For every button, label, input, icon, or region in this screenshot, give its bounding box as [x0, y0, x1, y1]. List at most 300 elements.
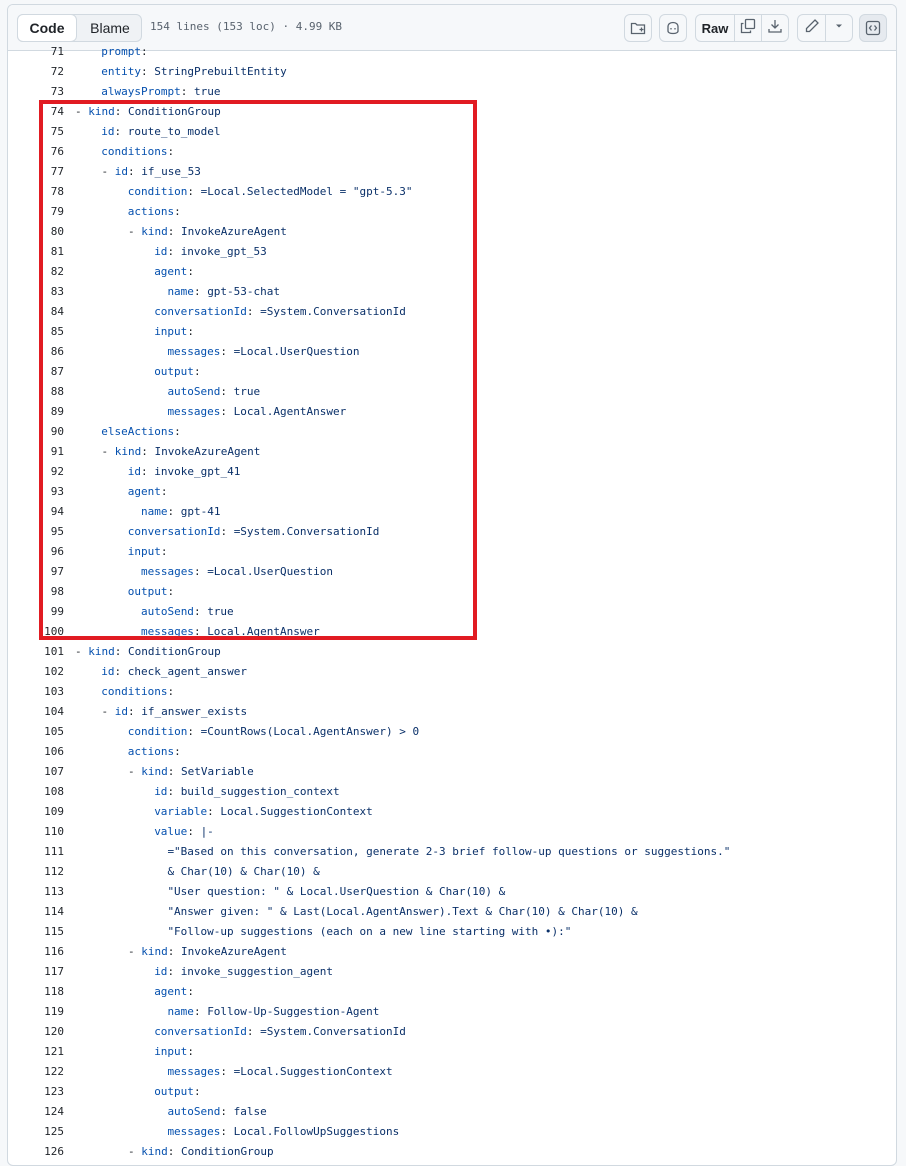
- line-number[interactable]: 94: [50, 505, 64, 518]
- yaml-separator: :: [187, 265, 194, 278]
- code-text: [128, 582, 174, 602]
- code-line: [8, 102, 896, 122]
- code-text: [154, 262, 194, 282]
- yaml-separator: :: [193, 285, 208, 298]
- code-line: [8, 622, 896, 642]
- yaml-separator: :: [114, 645, 128, 658]
- code-line: [8, 402, 896, 422]
- yaml-separator: :: [193, 365, 201, 378]
- yaml-separator: :: [114, 125, 128, 138]
- code-line: [8, 82, 896, 102]
- code-line: [8, 422, 896, 442]
- line-number[interactable]: 91: [50, 445, 64, 458]
- yaml-key: agent: [127, 485, 161, 498]
- line-number[interactable]: 93: [50, 485, 64, 498]
- yaml-key: conditions: [101, 145, 168, 158]
- yaml-separator: :: [140, 45, 148, 58]
- code-line: [8, 542, 896, 562]
- code-line: [8, 662, 896, 682]
- line-number[interactable]: 82: [50, 265, 64, 278]
- yaml-key: id: [127, 465, 141, 478]
- yaml-key: id: [154, 245, 168, 258]
- yaml-separator: :: [193, 605, 208, 618]
- yaml-separator: :: [187, 1045, 194, 1058]
- yaml-key: conversationId: [127, 525, 221, 538]
- code-text: [101, 662, 247, 682]
- yaml-separator: :: [114, 105, 128, 118]
- line-number[interactable]: 99: [50, 605, 64, 618]
- yaml-key: elseActions: [101, 425, 175, 438]
- line-number[interactable]: 102: [44, 665, 64, 678]
- code-text: [101, 42, 147, 62]
- yaml-value: =Local.SelectedModel = "gpt-5.3": [200, 185, 413, 198]
- code-line: [8, 962, 896, 982]
- code-line: [8, 582, 896, 602]
- yaml-separator: :: [160, 485, 168, 498]
- yaml-key: kind: [141, 1145, 168, 1158]
- yaml-value: Follow-Up-Suggestion-Agent: [207, 1005, 380, 1018]
- code-text: [154, 822, 214, 842]
- line-number[interactable]: 83: [50, 285, 64, 298]
- code-line: [8, 282, 896, 302]
- code-text: [167, 842, 730, 862]
- yaml-value: build_suggestion_context: [180, 785, 340, 798]
- line-number[interactable]: 73: [50, 85, 64, 98]
- line-number[interactable]: 119: [44, 1005, 64, 1018]
- line-number[interactable]: 122: [44, 1065, 64, 1078]
- code-line: [8, 122, 896, 142]
- yaml-value: invoke_gpt_41: [154, 465, 241, 478]
- code-text: [75, 642, 221, 662]
- yaml-value: if_use_53: [141, 165, 201, 178]
- tab-code[interactable]: Code: [17, 14, 77, 42]
- yaml-separator: :: [167, 505, 181, 518]
- line-number[interactable]: 80: [50, 225, 64, 238]
- yaml-key: conversationId: [154, 305, 247, 318]
- line-number[interactable]: 81: [50, 245, 64, 258]
- copilot-button[interactable]: [659, 14, 687, 42]
- yaml-value: InvokeAzureAgent: [154, 445, 261, 458]
- code-text: [101, 122, 220, 142]
- code-text: [101, 442, 260, 462]
- raw-label: Raw: [701, 20, 729, 36]
- code-line: [8, 602, 896, 622]
- code-line: [8, 882, 896, 902]
- code-line: [8, 482, 896, 502]
- code-line: [8, 322, 896, 342]
- yaml-value: Local.AgentAnswer: [207, 625, 320, 638]
- code-line: [8, 782, 896, 802]
- code-line: [8, 682, 896, 702]
- line-number[interactable]: 105: [44, 725, 64, 738]
- yaml-value: "User question: " & Local.UserQuestion & Char(10) &: [167, 885, 506, 898]
- line-number[interactable]: 92: [50, 465, 64, 478]
- yaml-key: autoSend: [167, 385, 221, 398]
- code-line: [8, 842, 896, 862]
- yaml-key: kind: [114, 445, 142, 458]
- code-text: [128, 1142, 274, 1162]
- yaml-separator: :: [193, 1085, 201, 1098]
- yaml-value: SetVariable: [180, 765, 254, 778]
- yaml-value: gpt-53-chat: [207, 285, 281, 298]
- yaml-key: messages: [167, 1125, 221, 1138]
- copy-icon: [740, 18, 756, 39]
- yaml-value: =CountRows(Local.AgentAnswer) > 0: [200, 725, 420, 738]
- code-line: [8, 742, 896, 762]
- yaml-key: id: [101, 665, 115, 678]
- code-line: [8, 1022, 896, 1042]
- yaml-key: condition: [127, 725, 188, 738]
- code-line: [8, 382, 896, 402]
- add-file-button[interactable]: [624, 14, 652, 42]
- line-number[interactable]: 79: [50, 205, 64, 218]
- line-number[interactable]: 84: [50, 305, 64, 318]
- symbols-panel-button[interactable]: [859, 14, 887, 42]
- line-number[interactable]: 98: [50, 585, 64, 598]
- yaml-value: InvokeAzureAgent: [180, 225, 287, 238]
- code-line: [8, 1142, 896, 1162]
- yaml-separator: :: [246, 305, 261, 318]
- code-line: [8, 1042, 896, 1062]
- yaml-key: value: [154, 825, 188, 838]
- line-number[interactable]: 86: [50, 345, 64, 358]
- code-line: [8, 722, 896, 742]
- list-dash: -: [75, 105, 89, 118]
- code-line: [8, 442, 896, 462]
- yaml-value: Local.AgentAnswer: [233, 405, 347, 418]
- line-number[interactable]: 76: [50, 145, 64, 158]
- yaml-separator: :: [174, 745, 181, 758]
- copy-raw-button[interactable]: [735, 15, 761, 41]
- line-number[interactable]: 120: [44, 1025, 64, 1038]
- code-text: [128, 222, 287, 242]
- yaml-separator: :: [167, 245, 181, 258]
- code-line: [8, 642, 896, 662]
- yaml-value: route_to_model: [127, 125, 221, 138]
- code-text: [128, 722, 419, 742]
- yaml-key: name: [167, 1005, 194, 1018]
- code-line: [8, 982, 896, 1002]
- yaml-separator: :: [180, 85, 194, 98]
- code-text: [101, 702, 247, 722]
- yaml-separator: :: [127, 165, 142, 178]
- code-line: [8, 1082, 896, 1102]
- pencil-icon: [804, 18, 820, 39]
- line-number[interactable]: 89: [50, 405, 64, 418]
- yaml-value: =System.ConversationId: [260, 305, 406, 318]
- yaml-key: actions: [127, 745, 175, 758]
- yaml-separator: :: [220, 385, 234, 398]
- code-text: [141, 562, 333, 582]
- yaml-key: output: [127, 585, 168, 598]
- yaml-value: true: [233, 385, 261, 398]
- code-text: [141, 502, 221, 522]
- line-number[interactable]: 100: [44, 625, 64, 638]
- line-number[interactable]: 126: [44, 1145, 64, 1158]
- code-line: [8, 702, 896, 722]
- line-number[interactable]: 87: [50, 365, 64, 378]
- code-line: [8, 302, 896, 322]
- code-line: [8, 162, 896, 182]
- line-number[interactable]: 109: [44, 805, 64, 818]
- line-number[interactable]: 110: [44, 825, 64, 838]
- list-dash: -: [127, 945, 142, 958]
- yaml-separator: :: [220, 525, 234, 538]
- yaml-separator: :: [187, 185, 201, 198]
- download-icon: [767, 18, 783, 39]
- code-line: [8, 522, 896, 542]
- yaml-value: gpt-41: [180, 505, 221, 518]
- line-number[interactable]: 108: [44, 785, 64, 798]
- code-text: [128, 462, 241, 482]
- line-number[interactable]: 111: [44, 845, 64, 858]
- yaml-value: invoke_suggestion_agent: [180, 965, 334, 978]
- yaml-key: messages: [140, 625, 194, 638]
- yaml-value: =System.ConversationId: [260, 1025, 406, 1038]
- line-number[interactable]: 115: [44, 925, 64, 938]
- folder-plus-icon: [630, 20, 646, 36]
- yaml-separator: :: [167, 145, 175, 158]
- yaml-value: InvokeAzureAgent: [180, 945, 287, 958]
- line-number[interactable]: 106: [44, 745, 64, 758]
- yaml-value: =Local.UserQuestion: [233, 345, 360, 358]
- line-number[interactable]: 124: [44, 1105, 64, 1118]
- list-dash: -: [101, 705, 115, 718]
- code-text: [154, 802, 373, 822]
- code-text: [154, 242, 267, 262]
- file-viewer: [7, 4, 897, 1166]
- list-dash: -: [127, 225, 142, 238]
- yaml-key: input: [154, 325, 188, 338]
- edit-group: [797, 14, 853, 42]
- line-number[interactable]: 85: [50, 325, 64, 338]
- code-text: [128, 762, 254, 782]
- yaml-separator: :: [127, 705, 142, 718]
- yaml-separator: :: [193, 625, 208, 638]
- yaml-value: =Local.SuggestionContext: [233, 1065, 393, 1078]
- code-text: [167, 862, 319, 882]
- yaml-key: messages: [140, 565, 194, 578]
- yaml-key: messages: [167, 345, 221, 358]
- list-dash: -: [75, 645, 89, 658]
- yaml-separator: :: [167, 1145, 181, 1158]
- code-line: [8, 1102, 896, 1122]
- yaml-key: input: [127, 545, 161, 558]
- line-number[interactable]: 107: [44, 765, 64, 778]
- yaml-value: ="Based on this conversation, generate 2-3 brief follow-up questions or suggestions.": [167, 845, 731, 858]
- yaml-key: id: [154, 965, 168, 978]
- yaml-key: variable: [154, 805, 208, 818]
- yaml-key: agent: [154, 985, 188, 998]
- line-number[interactable]: 114: [44, 905, 64, 918]
- edit-options-button[interactable]: [826, 15, 852, 41]
- yaml-key: output: [154, 1085, 194, 1098]
- yaml-key: autoSend: [167, 1105, 221, 1118]
- code-text: [141, 622, 320, 642]
- line-number[interactable]: 72: [50, 65, 64, 78]
- yaml-value: true: [193, 85, 221, 98]
- code-text: [101, 82, 220, 102]
- line-number[interactable]: 116: [44, 945, 64, 958]
- line-number[interactable]: 121: [44, 1045, 64, 1058]
- yaml-key: alwaysPrompt: [101, 85, 181, 98]
- yaml-separator: :: [167, 685, 175, 698]
- line-number[interactable]: 90: [50, 425, 64, 438]
- line-number[interactable]: 113: [44, 885, 64, 898]
- line-number[interactable]: 78: [50, 185, 64, 198]
- code-text: [154, 1082, 200, 1102]
- tab-blame[interactable]: Blame: [90, 20, 130, 36]
- yaml-separator: :: [220, 1105, 234, 1118]
- code-line: [8, 902, 896, 922]
- yaml-value: false: [233, 1105, 267, 1118]
- yaml-value: true: [207, 605, 234, 618]
- chevron-down-icon: [833, 19, 845, 37]
- line-number[interactable]: 88: [50, 385, 64, 398]
- yaml-separator: :: [220, 405, 234, 418]
- code-line: [8, 362, 896, 382]
- yaml-key: kind: [141, 765, 168, 778]
- yaml-key: name: [167, 285, 194, 298]
- code-line: [8, 462, 896, 482]
- yaml-key: kind: [141, 225, 168, 238]
- yaml-separator: :: [187, 325, 194, 338]
- yaml-key: agent: [154, 265, 188, 278]
- list-dash: -: [127, 765, 142, 778]
- yaml-separator: :: [220, 345, 234, 358]
- code-line: [8, 222, 896, 242]
- line-number[interactable]: 117: [44, 965, 64, 978]
- yaml-key: kind: [88, 645, 115, 658]
- line-number[interactable]: 96: [50, 545, 64, 558]
- yaml-value: "Answer given: " & Last(Local.AgentAnswer).Text & Char(10) & Char(10) &: [167, 905, 638, 918]
- yaml-value: =System.ConversationId: [233, 525, 380, 538]
- code-text: [128, 542, 168, 562]
- code-text: [167, 1002, 379, 1022]
- yaml-separator: :: [140, 465, 155, 478]
- code-text: [154, 1042, 194, 1062]
- list-dash: -: [127, 1145, 142, 1158]
- code-text: [167, 402, 346, 422]
- code-line: [8, 822, 896, 842]
- yaml-separator: :: [174, 425, 181, 438]
- line-number[interactable]: 101: [44, 645, 64, 658]
- code-line: [8, 562, 896, 582]
- yaml-key: input: [154, 1045, 188, 1058]
- line-number[interactable]: 74: [50, 105, 64, 118]
- view-toggle: [17, 14, 142, 42]
- code-text: [101, 162, 200, 182]
- yaml-separator: :: [174, 205, 181, 218]
- yaml-key: output: [154, 365, 194, 378]
- code-text: [128, 202, 181, 222]
- code-line: [8, 1122, 896, 1142]
- yaml-key: conditions: [101, 685, 168, 698]
- code-line: [8, 762, 896, 782]
- yaml-value: check_agent_answer: [127, 665, 247, 678]
- line-number[interactable]: 75: [50, 125, 64, 138]
- code-text: [154, 322, 194, 342]
- yaml-value: Local.SuggestionContext: [220, 805, 373, 818]
- code-text: [167, 1102, 266, 1122]
- line-number[interactable]: 95: [50, 525, 64, 538]
- code-line: [8, 802, 896, 822]
- yaml-value: Local.FollowUpSuggestions: [233, 1125, 400, 1138]
- line-number[interactable]: 97: [50, 565, 64, 578]
- code-text: [128, 482, 168, 502]
- code-text: [128, 522, 380, 542]
- line-number[interactable]: 112: [44, 865, 64, 878]
- code-line: [8, 202, 896, 222]
- code-text: [101, 142, 174, 162]
- edit-button[interactable]: [798, 15, 825, 41]
- yaml-separator: :: [246, 1025, 261, 1038]
- yaml-separator: :: [187, 985, 194, 998]
- code-line: [8, 1002, 896, 1022]
- yaml-value: "Follow-up suggestions (each on a new line starting with •):": [167, 925, 572, 938]
- code-text: [154, 302, 406, 322]
- yaml-value: ConditionGroup: [180, 1145, 274, 1158]
- code-line: [8, 1062, 896, 1082]
- line-number[interactable]: 71: [50, 45, 64, 58]
- line-number[interactable]: 123: [44, 1085, 64, 1098]
- code-line: [8, 262, 896, 282]
- code-line: [8, 142, 896, 162]
- code-line: [8, 42, 896, 62]
- code-line: [8, 942, 896, 962]
- code-text: [128, 942, 287, 962]
- yaml-key: kind: [141, 945, 168, 958]
- yaml-separator: :: [187, 725, 201, 738]
- code-text: [167, 922, 571, 942]
- yaml-value: & Char(10) & Char(10) &: [167, 865, 320, 878]
- line-number[interactable]: 104: [44, 705, 64, 718]
- yaml-separator: :: [167, 785, 181, 798]
- code-line: [8, 342, 896, 362]
- yaml-value: |-: [200, 825, 214, 838]
- line-number[interactable]: 77: [50, 165, 64, 178]
- download-button[interactable]: [762, 15, 788, 41]
- code-text: [167, 342, 359, 362]
- line-number[interactable]: 125: [44, 1125, 64, 1138]
- code-line: [8, 242, 896, 262]
- yaml-key: id: [154, 785, 168, 798]
- yaml-key: id: [114, 165, 128, 178]
- line-number[interactable]: 118: [44, 985, 64, 998]
- code-text: [101, 422, 180, 442]
- list-dash: -: [101, 165, 115, 178]
- yaml-value: StringPrebuiltEntity: [154, 65, 287, 78]
- yaml-value: ConditionGroup: [128, 105, 221, 118]
- code-text: [128, 742, 181, 762]
- yaml-separator: :: [220, 1065, 234, 1078]
- line-number[interactable]: 103: [44, 685, 64, 698]
- yaml-separator: :: [167, 225, 181, 238]
- code-line: [8, 502, 896, 522]
- yaml-key: name: [140, 505, 168, 518]
- raw-button[interactable]: [696, 15, 734, 41]
- yaml-separator: :: [167, 965, 181, 978]
- code-line: [8, 862, 896, 882]
- code-text: [167, 282, 280, 302]
- yaml-key: condition: [127, 185, 188, 198]
- code-text: [75, 102, 221, 122]
- yaml-value: =Local.UserQuestion: [207, 565, 334, 578]
- list-dash: -: [101, 445, 115, 458]
- code-text: [154, 1022, 406, 1042]
- code-text: [167, 1062, 392, 1082]
- code-text: [154, 782, 339, 802]
